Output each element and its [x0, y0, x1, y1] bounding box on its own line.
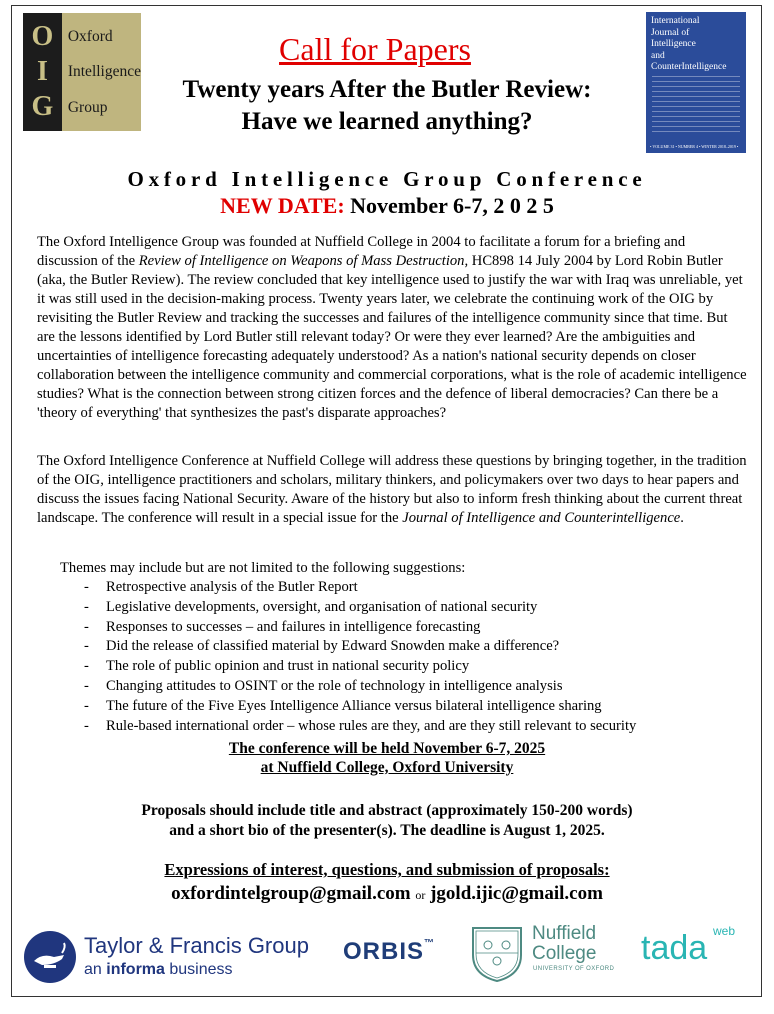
text-run: The Oxford Intelligence Conference at Nuffield College will address these questions by bringing together, in the tradition of the OIG, intelligence practitioners and scholars, military thinkers, and policymakers over two days to hear papers and discuss the issues facing National Security. Aware of the history but also to inform fresh thinking about the current threat landscape. The conference will result in a special issue for the [37, 453, 747, 526]
conference-title: Oxford Intelligence Group Conference [127, 167, 647, 191]
list-item [84, 697, 636, 717]
oig-word: Oxford [67, 27, 113, 45]
contact-emails [20, 882, 754, 907]
oig-logo [23, 13, 141, 131]
nuffield-shield-icon [470, 925, 524, 983]
theme-text: Legislative developments, oversight, and organisation of national security [106, 598, 538, 615]
oig-word: Intelligence [67, 63, 141, 81]
bullet: - [84, 579, 89, 595]
journal-title-line: CounterIntelligence [651, 62, 727, 72]
list-item [84, 578, 636, 598]
bullet: - [84, 717, 89, 734]
themes-intro: Themes may include but are not limited to the following suggestions: [60, 560, 466, 576]
bullet: - [84, 618, 89, 635]
oig-logo-letters [23, 13, 62, 131]
venue-line: at Nuffield College, Oxford University [260, 759, 514, 776]
conference-paragraph [37, 452, 749, 528]
tf-sub-prefix: an [84, 961, 102, 978]
journal-contents-lines [652, 72, 740, 136]
oig-word: Group [67, 98, 108, 116]
orbis-tm: ™ [424, 938, 436, 949]
new-date [20, 193, 754, 219]
nuffield-name [532, 924, 596, 964]
new-date-value: November 6-7, 2 0 2 5 [350, 193, 554, 218]
theme-text: Responses to successes – and failures in intelligence forecasting [106, 618, 481, 635]
tf-subtitle [84, 961, 233, 979]
contact-heading: Expressions of interest, questions, and submission of proposals: [164, 860, 610, 879]
text-run: The Oxford Intelligence Group was founded at Nuffield College in 2004 to facilitate a forum for a briefing and discussion of the [37, 234, 686, 269]
subtitle [140, 74, 634, 138]
bullet: - [84, 638, 89, 655]
bullet: - [84, 658, 89, 675]
bullet: - [84, 677, 89, 694]
theme-text: Retrospective analysis of the Butler Report [106, 579, 358, 595]
text-run: . [680, 510, 684, 526]
email-link-jgold[interactable]: jgold.ijic@gmail.com [430, 883, 603, 904]
oig-letter: O [31, 20, 54, 52]
bullet: - [84, 697, 89, 714]
or-separator: or [415, 888, 426, 902]
theme-text: Rule-based international order – whose rules are they, and are they still relevant to security [106, 717, 637, 734]
journal-title-line: Intelligence [651, 39, 696, 49]
theme-text: The role of public opinion and trust in national security policy [106, 658, 470, 675]
list-item [84, 717, 636, 737]
theme-text: Changing attitudes to OSINT or the role of technology in intelligence analysis [106, 677, 563, 694]
nuffield-line: Nuffield [532, 923, 597, 944]
venue-notice [20, 739, 754, 777]
new-date-label: NEW DATE: [220, 193, 345, 218]
proposal-line: and a short bio of the presenter(s). The deadline is August 1, 2025. [169, 822, 605, 839]
nuffield-subtitle: UNIVERSITY OF OXFORD [533, 966, 615, 972]
journal-cover [646, 12, 746, 153]
list-item [84, 677, 636, 697]
oig-logo-words [62, 13, 141, 131]
orbis-logo [343, 938, 435, 966]
orbis-text: ORBIS [343, 938, 425, 965]
tf-sub-suffix: business [169, 961, 233, 978]
list-item [84, 598, 636, 618]
list-item [84, 657, 636, 677]
oig-letter: I [36, 55, 48, 87]
nuffield-line: College [532, 943, 597, 964]
theme-text: Did the release of classified material by Edward Snowden make a difference? [106, 638, 560, 655]
tada-text: tada [641, 929, 708, 967]
themes-list [84, 578, 636, 736]
tf-name: Taylor & Francis Group [84, 933, 309, 958]
list-item [84, 618, 636, 638]
journal-title-line: and [651, 50, 665, 61]
intro-paragraph [37, 233, 749, 423]
call-for-papers-heading: Call for Papers [279, 31, 471, 67]
taylor-francis-logo [24, 930, 316, 986]
tf-sub-brand: informa [106, 961, 165, 978]
theme-text: The future of the Five Eyes Intelligence Alliance versus bilateral intelligence sharing [106, 697, 602, 714]
oig-letter: G [31, 91, 54, 123]
journal-name: Journal of Intelligence and Counterintelligence [402, 510, 681, 526]
proposal-requirements [20, 801, 754, 841]
lamp-icon [24, 931, 76, 983]
list-item [84, 637, 636, 657]
journal-title-line: International [651, 16, 700, 26]
proposal-line: Proposals should include title and abstract (approximately 150-200 words) [141, 802, 633, 819]
tada-web-text: web [713, 924, 736, 938]
subtitle-line: Twenty years After the Butler Review: [182, 76, 592, 103]
journal-footer: • VOLUME 31 • NUMBER 4 • WINTER 2018–2019 • [650, 144, 739, 149]
bullet: - [84, 598, 89, 615]
journal-title-line: Journal of [651, 27, 690, 38]
journal-title [646, 12, 746, 74]
subtitle-line: Have we learned anything? [241, 108, 533, 135]
venue-line: The conference will be held November 6-7, 2025 [228, 740, 546, 757]
email-link-oxfordintelgroup[interactable]: oxfordintelgroup@gmail.com [171, 883, 411, 904]
text-run: HC898 14 July 2004 by Lord Robin Butler (aka, the Butler Review). The review concluded that key intelligence used to justify the war with Iraq was unreliable, yet it was still used in the decision-making process. Twenty years later, we celebrate the continuing work of the OIG by revisiting the Butler Review and tracking the successes and failures of the intelligence community since that time. But are the lessons identified by Lord Butler still relevant today? Or were they ever learned? Are the ambiguities and uncertainties of intelligence forecasting adequately understood? As a nation's national security depends on closer collaboration between the intelligence community and commercial corporations, what is the role of academic intelligence studies? What is the connection between strong citizen forces and the defence of liberal democracies? Can there be a 'theory of everything' that synthesizes the past's disparate approaches? [37, 253, 747, 421]
review-title: Review of Intelligence on Weapons of Mass Destruction, [138, 253, 469, 269]
